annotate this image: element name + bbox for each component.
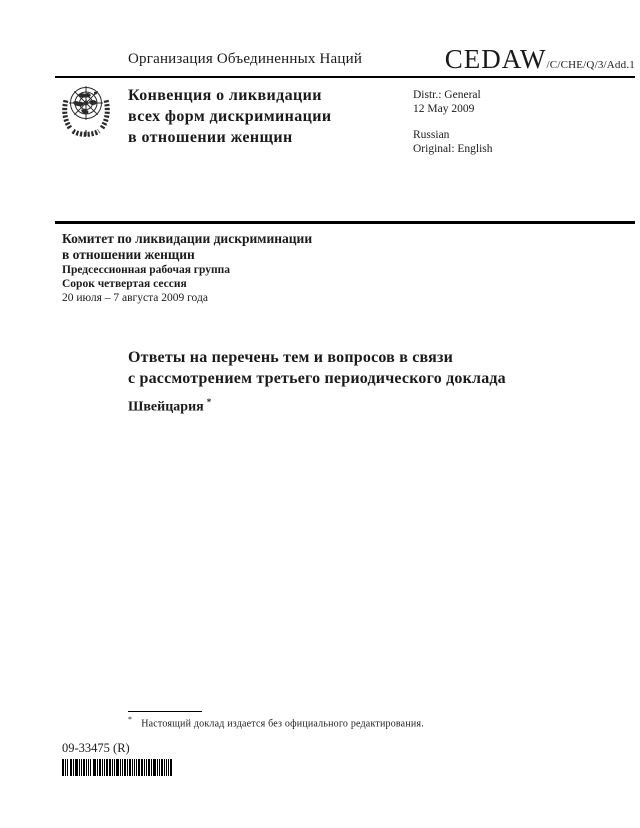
session-number: Сорок четвертая сессия <box>62 278 187 290</box>
document-title-line: Ответы на перечень тем и вопросов в связи <box>128 349 454 366</box>
date-line: 12 May 2009 <box>413 103 475 115</box>
working-group: Предсессионная рабочая группа <box>62 264 231 276</box>
job-number: 09-33475 (R) <box>62 741 130 755</box>
original-language-line: Original: English <box>413 143 493 155</box>
convention-title-line: в отношении женщин <box>128 129 293 146</box>
document-symbol-main: CEDAW <box>444 44 547 74</box>
section-rule <box>55 221 635 224</box>
footnote-marker: * <box>128 715 133 724</box>
distribution-block <box>413 88 493 156</box>
convention-title <box>128 85 331 148</box>
document-title <box>128 347 506 389</box>
session-block <box>62 231 312 305</box>
country-heading <box>128 397 211 416</box>
convention-title-line: Конвенция о ликвидации <box>128 87 322 104</box>
committee-name-line: Комитет по ликвидации дискриминации <box>62 231 313 246</box>
document-title-line: с рассмотрением третьего периодического доклада <box>128 370 506 387</box>
footnote-text: Настоящий доклад издается без официального редактирования. <box>141 718 424 730</box>
document-symbol-suffix: /C/CHE/Q/3/Add.1 <box>546 59 635 71</box>
org-name: Организация Объединенных Наций <box>128 51 363 67</box>
document-symbol <box>445 44 635 75</box>
distr-line: Distr.: General <box>413 89 481 101</box>
convention-title-line: всех форм дискриминации <box>128 108 332 125</box>
committee-name-line: в отношении женщин <box>62 247 195 262</box>
footnote <box>128 715 424 729</box>
session-dates: 20 июля – 7 августа 2009 года <box>62 292 208 304</box>
country-footnote-marker: * <box>206 397 212 407</box>
header-rule <box>55 76 635 78</box>
barcode-icon <box>62 759 174 782</box>
footnote-separator <box>128 711 202 712</box>
un-emblem-icon <box>61 83 111 144</box>
language-line: Russian <box>413 129 450 141</box>
country-name: Швейцария <box>128 399 204 415</box>
